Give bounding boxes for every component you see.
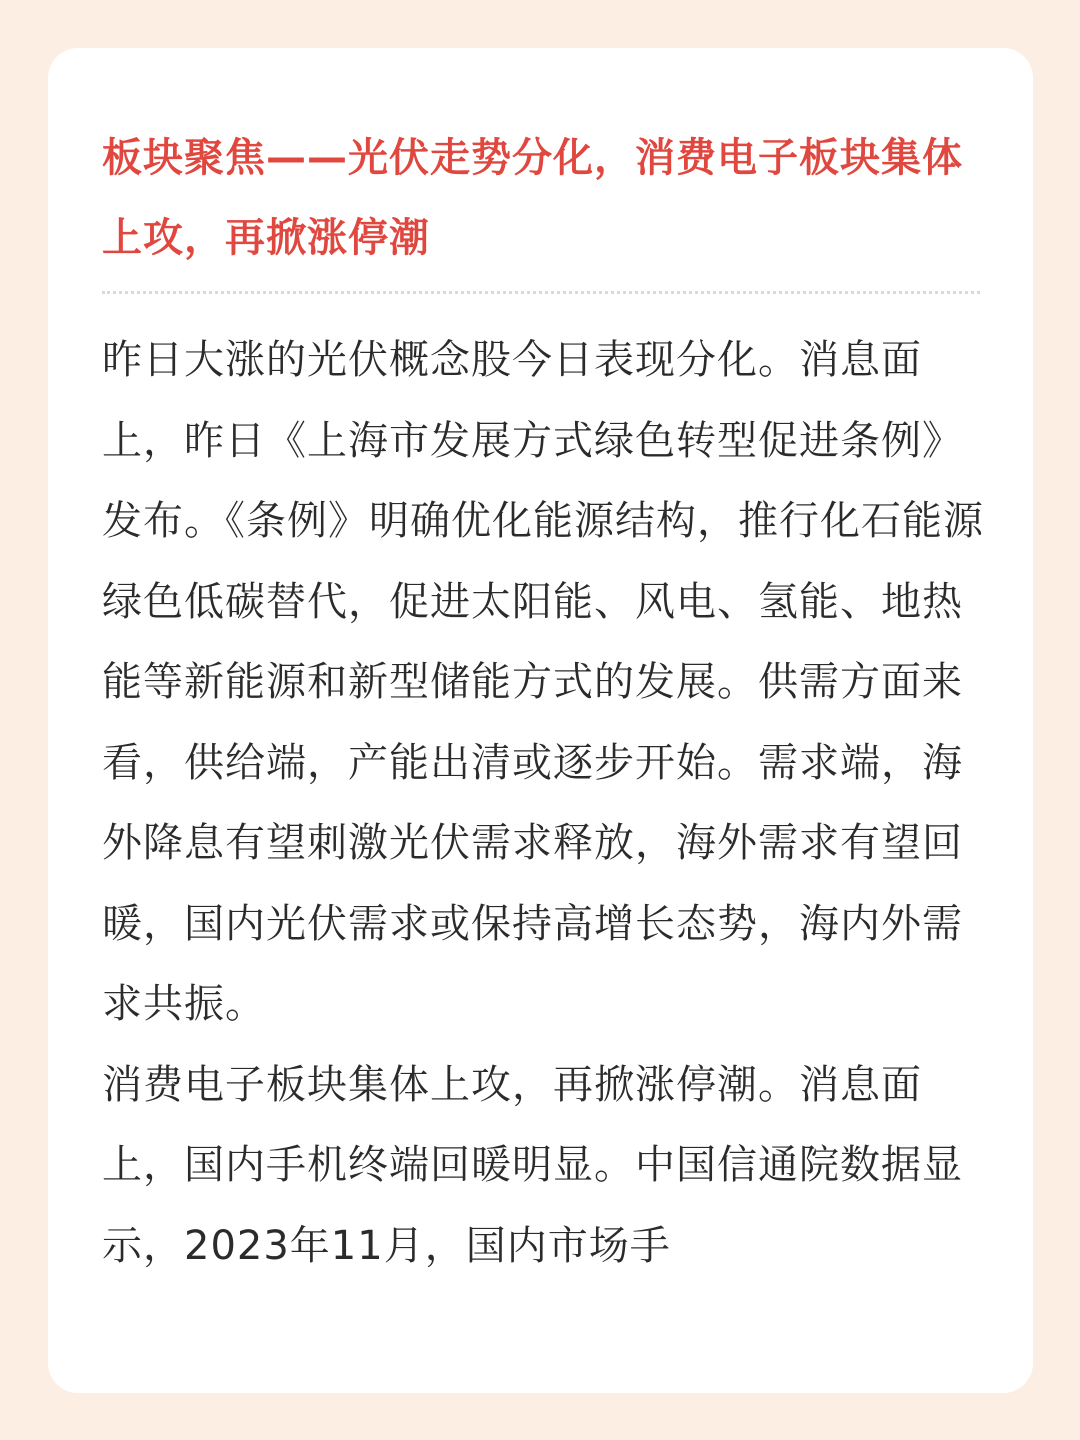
article-title: 板块聚焦——光伏走势分化，消费电子板块集体上攻，再掀涨停潮 xyxy=(102,135,963,261)
paragraph-photovoltaic: 昨日大涨的光伏概念股今日表现分化。消息面上，昨日《上海市发展方式绿色转型促进条例》发布。《条例》明确优化能源结构，推行化石能源绿色低碳替代，促进太阳能、风电、氢能、地热能等新能源和新型储能方式的发展。供需方面来看，供给端，产能出清或逐步开始。需求端，海外降息有望刺激光伏需求释放，海外需求有望回暖，国内光伏需求或保持高增长态势，海内外需求共振。 xyxy=(102,337,984,1027)
paragraph-consumer-electronics: 消费电子板块集体上攻，再掀涨停潮。消息面上，国内手机终端回暖明显。中国信通院数据显示，2023年11月，国内市场手 xyxy=(102,1061,963,1269)
article-body xyxy=(102,320,987,1286)
article-card xyxy=(48,48,1033,1393)
dotted-divider xyxy=(102,291,980,294)
